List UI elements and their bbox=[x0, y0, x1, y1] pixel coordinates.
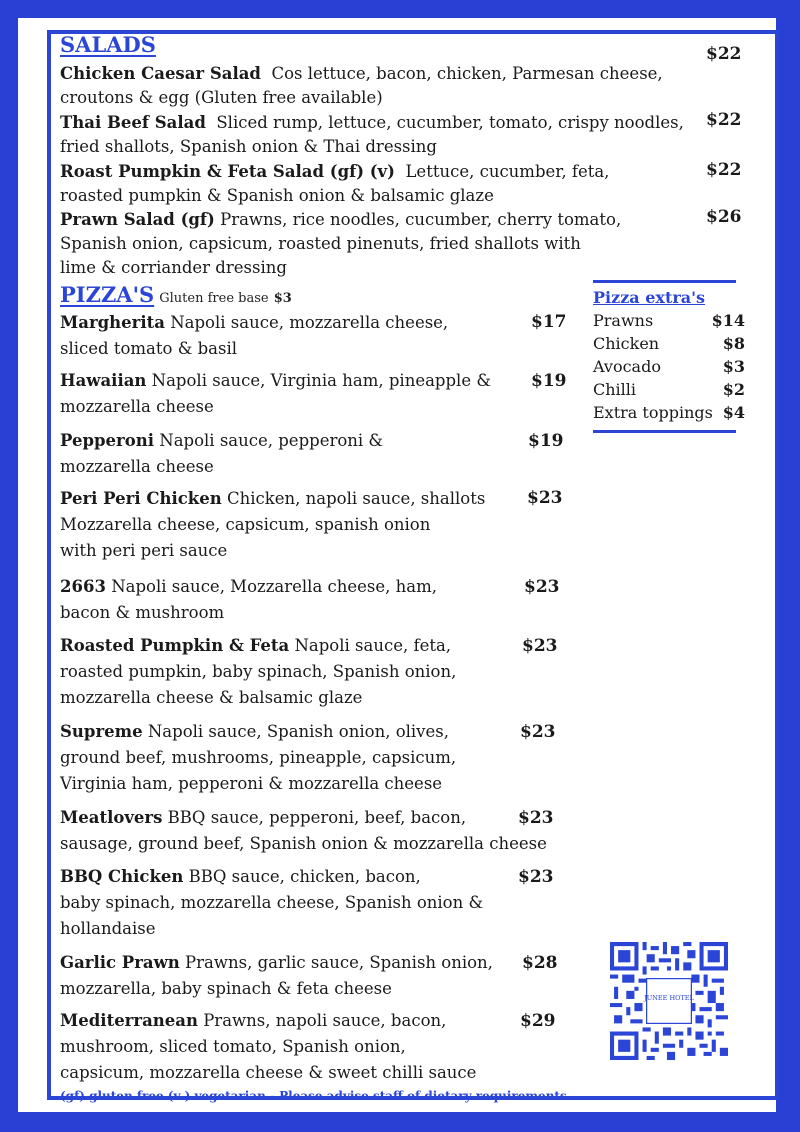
salad-desc-line: lime & corriander dressing bbox=[60, 258, 287, 277]
pizza-price: $23 bbox=[518, 867, 554, 887]
salad-desc-line: roasted pumpkin & Spanish onion & balsamic glaze bbox=[60, 186, 494, 205]
pizza-desc: Prawns, napoli sauce, bacon, bbox=[203, 1011, 447, 1030]
pizza-item-line bbox=[60, 805, 466, 831]
pizza-item-line bbox=[60, 950, 493, 976]
pizza-desc: Chicken, napoli sauce, shallots bbox=[226, 489, 486, 508]
pizza-desc: Napoli sauce, Mozzarella cheese, ham, bbox=[111, 577, 437, 596]
extras-top-rule bbox=[593, 280, 736, 283]
pizza-name: Supreme bbox=[60, 722, 143, 741]
salad-desc: Cos lettuce, bacon, chicken, Parmesan cheese, bbox=[271, 64, 663, 83]
pizza-desc: Napoli sauce, mozzarella cheese, bbox=[170, 313, 449, 332]
pizza-desc-line: Virginia ham, pepperoni & mozzarella cheese bbox=[60, 774, 443, 793]
salad-name: Roast Pumpkin & Feta Salad (gf) (v) bbox=[60, 162, 395, 181]
pizza-desc: Napoli sauce, Virginia ham, pineapple & bbox=[151, 371, 492, 390]
pizza-item-line bbox=[60, 486, 485, 512]
pizza-price: $19 bbox=[528, 431, 564, 451]
extra-row bbox=[593, 332, 745, 355]
pizza-name: Margherita bbox=[60, 313, 165, 332]
pizza-desc: BBQ sauce, chicken, bacon, bbox=[188, 867, 421, 886]
extra-row bbox=[593, 355, 745, 378]
pizzas-heading: PIZZA'S bbox=[60, 282, 155, 307]
salad-desc: Lettuce, cucumber, feta, bbox=[405, 162, 610, 181]
salad-name: Thai Beef Salad bbox=[60, 113, 206, 132]
extra-name: Avocado bbox=[593, 357, 661, 376]
gluten-free-note: Gluten free base bbox=[159, 291, 269, 306]
salad-desc: Prawns, rice noodles, cucumber, cherry tomato, bbox=[220, 210, 622, 229]
pizza-desc-line: capsicum, mozzarella cheese & sweet chilli sauce bbox=[60, 1063, 477, 1082]
pizza-item-line bbox=[60, 368, 491, 394]
salad-price: $22 bbox=[706, 160, 742, 180]
pizza-item-line bbox=[60, 310, 448, 336]
pizza-price: $23 bbox=[522, 636, 558, 656]
pizza-desc: Prawns, garlic sauce, Spanish onion, bbox=[185, 953, 493, 972]
pizza-desc-line: ground beef, mushrooms, pineapple, capsicum, bbox=[60, 748, 457, 767]
pizza-desc-line: mozzarella cheese bbox=[60, 457, 214, 476]
extra-price: $8 bbox=[722, 334, 745, 353]
pizza-name: Pepperoni bbox=[60, 431, 154, 450]
pizza-desc-line: sliced tomato & basil bbox=[60, 339, 238, 358]
qr-logo-text: JUNEE HOTEL bbox=[644, 993, 694, 1002]
salad-price: $22 bbox=[706, 110, 742, 130]
salad-price: $26 bbox=[706, 207, 742, 227]
extra-row bbox=[593, 401, 745, 424]
salad-desc-line: croutons & egg (Gluten free available) bbox=[60, 88, 383, 107]
salad-item-line bbox=[60, 62, 663, 86]
qr-code-icon bbox=[610, 942, 728, 1060]
pizza-price: $23 bbox=[520, 722, 556, 742]
pizza-price: $19 bbox=[531, 371, 567, 391]
extra-price: $14 bbox=[711, 311, 745, 330]
pizza-name: Peri Peri Chicken bbox=[60, 489, 222, 508]
salad-item-line bbox=[60, 111, 684, 135]
extra-row bbox=[593, 378, 745, 401]
extra-row bbox=[593, 309, 745, 332]
extra-price: $2 bbox=[722, 380, 745, 399]
extras-bottom-rule bbox=[593, 430, 736, 433]
pizza-desc-line: bacon & mushroom bbox=[60, 603, 225, 622]
menu-page bbox=[18, 18, 776, 1112]
pizza-name: Hawaiian bbox=[60, 371, 147, 390]
dietary-footer: (gf) gluten free (v ) vegetarian - Please advise staff of dietary requirements bbox=[60, 1089, 567, 1103]
pizza-extras-box bbox=[593, 280, 745, 433]
pizza-name: 2663 bbox=[60, 577, 106, 596]
pizza-item-line bbox=[60, 428, 383, 454]
salad-item-line bbox=[60, 208, 621, 232]
pizzas-header bbox=[60, 282, 292, 307]
pizza-item-line bbox=[60, 574, 437, 600]
pizza-desc-line: roasted pumpkin, baby spinach, Spanish onion, bbox=[60, 662, 457, 681]
salad-price: $22 bbox=[706, 44, 742, 64]
pizza-price: $23 bbox=[524, 577, 560, 597]
pizza-desc: Napoli sauce, feta, bbox=[294, 636, 452, 655]
extra-price: $3 bbox=[722, 357, 745, 376]
pizza-item-line bbox=[60, 1008, 446, 1034]
extra-name: Chicken bbox=[593, 334, 660, 353]
pizza-price: $28 bbox=[522, 953, 558, 973]
salad-desc: Sliced rump, lettuce, cucumber, tomato, crispy noodles, bbox=[216, 113, 684, 132]
pizza-name: Roasted Pumpkin & Feta bbox=[60, 636, 290, 655]
pizza-price: $29 bbox=[520, 1011, 556, 1031]
salad-desc-line: fried shallots, Spanish onion & Thai dressing bbox=[60, 137, 437, 156]
pizza-desc: Napoli sauce, pepperoni & bbox=[159, 431, 384, 450]
pizza-price: $23 bbox=[518, 808, 554, 828]
pizza-desc-line: sausage, ground beef, Spanish onion & mozzarella cheese bbox=[60, 834, 547, 853]
pizza-name: Garlic Prawn bbox=[60, 953, 180, 972]
pizza-desc-line: with peri peri sauce bbox=[60, 541, 228, 560]
extra-name: Chilli bbox=[593, 380, 637, 399]
pizza-name: BBQ Chicken bbox=[60, 867, 184, 886]
salad-name: Chicken Caesar Salad bbox=[60, 64, 261, 83]
salad-name: Prawn Salad (gf) bbox=[60, 210, 215, 229]
pizza-name: Meatlovers bbox=[60, 808, 163, 827]
pizza-price: $23 bbox=[527, 488, 563, 508]
pizza-desc: BBQ sauce, pepperoni, beef, bacon, bbox=[167, 808, 467, 827]
pizza-item-line bbox=[60, 864, 421, 890]
pizza-desc: Napoli sauce, Spanish onion, olives, bbox=[147, 722, 449, 741]
gluten-free-price: $3 bbox=[273, 291, 292, 306]
pizza-desc-line: baby spinach, mozzarella cheese, Spanish onion & bbox=[60, 893, 484, 912]
pizza-price: $17 bbox=[531, 312, 567, 332]
salads-heading: SALADS bbox=[60, 32, 156, 57]
pizza-item-line bbox=[60, 633, 451, 659]
salad-item-line bbox=[60, 160, 609, 184]
pizza-desc-line: Mozzarella cheese, capsicum, spanish onion bbox=[60, 515, 431, 534]
extra-name: Extra toppings bbox=[593, 403, 713, 422]
pizza-name: Mediterranean bbox=[60, 1011, 198, 1030]
extra-name: Prawns bbox=[593, 311, 654, 330]
pizza-desc-line: mozzarella, baby spinach & feta cheese bbox=[60, 979, 392, 998]
pizza-desc-line: mozzarella cheese & balsamic glaze bbox=[60, 688, 363, 707]
pizza-desc-line: hollandaise bbox=[60, 919, 156, 938]
extra-price: $4 bbox=[722, 403, 745, 422]
salad-desc-line: Spanish onion, capsicum, roasted pinenuts, fried shallots with bbox=[60, 234, 581, 253]
pizza-desc-line: mozzarella cheese bbox=[60, 397, 214, 416]
pizza-desc-line: mushroom, sliced tomato, Spanish onion, bbox=[60, 1037, 406, 1056]
qr-code[interactable] bbox=[610, 942, 728, 1060]
pizza-item-line bbox=[60, 719, 449, 745]
extras-title: Pizza extra's bbox=[593, 288, 706, 307]
